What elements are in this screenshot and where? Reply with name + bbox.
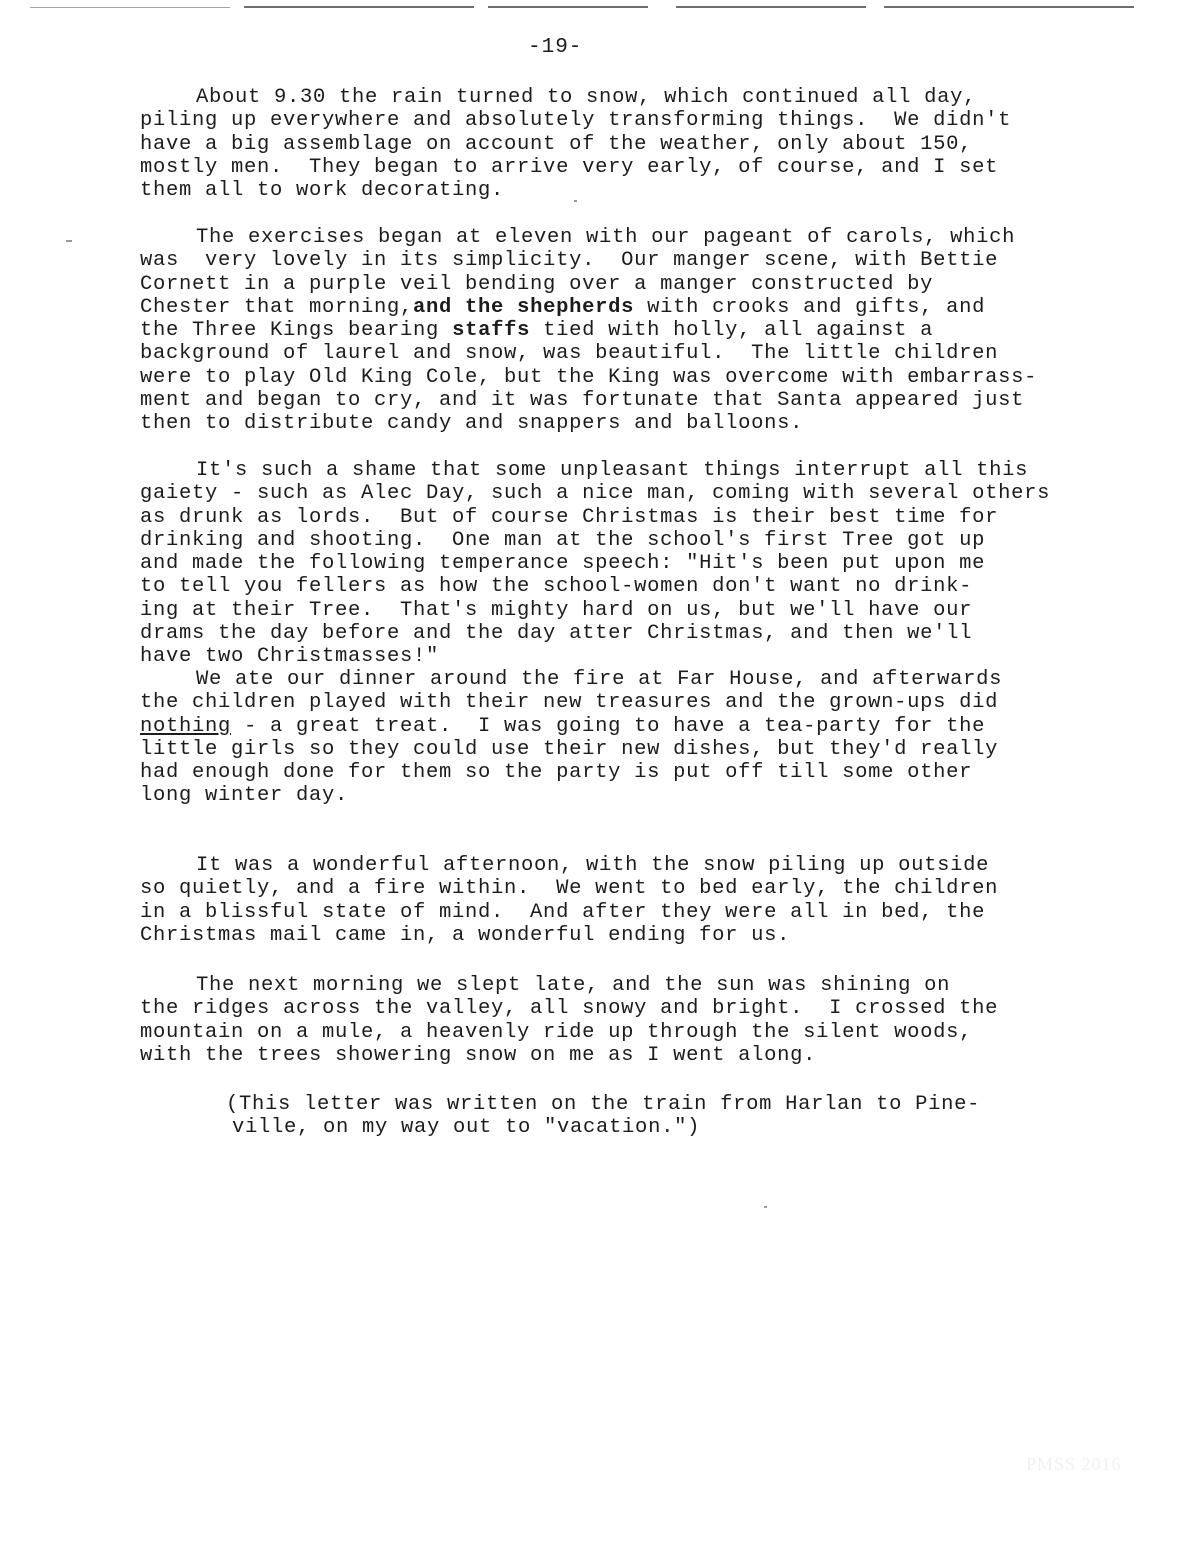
scan-speck [764, 1206, 767, 1208]
text-line: long winter day. [140, 784, 349, 808]
text-line: piling up everywhere and absolutely transforming things. We didn't [140, 109, 1012, 133]
text-line: It's such a shame that some unpleasant things interrupt all this [196, 459, 1029, 482]
text-line: then to distribute candy and snappers and balloons. [140, 412, 804, 436]
text-line: mountain on a mule, a heavenly ride up through the silent woods, [140, 1020, 973, 1044]
text-line: ville, on my way out to "vacation.") [232, 1116, 701, 1140]
text-line: had enough done for them so the party is put off till some other [140, 761, 973, 785]
text-line: The next morning we slept late, and the sun was shining on [196, 974, 951, 997]
text-line: Cornett in a purple veil bending over a manger constructed by [140, 272, 934, 296]
text-line: them all to work decorating. [140, 179, 505, 203]
closing-note [226, 1093, 1126, 1140]
text-line: little girls so they could use their new dishes, but they'd really [140, 737, 999, 761]
text-line: the ridges across the valley, all snowy and bright. I crossed the [140, 997, 999, 1021]
text-line: as drunk as lords. But of course Christmas is their best time for [140, 505, 999, 529]
paragraph-4 [140, 668, 1120, 808]
text-line: were to play Old King Cole, but the King was overcome with embarrass- [140, 365, 1038, 389]
text-segment: - a great treat. I was going to have a tea-party for the [231, 714, 986, 738]
text-segment: with crooks and gifts, and [634, 295, 986, 319]
underlined-word: nothing [140, 714, 232, 738]
scan-speck [574, 200, 577, 202]
page-number: -19- [528, 36, 583, 59]
text-line: the children played with their new treasures and the grown-ups did [140, 691, 999, 715]
text-line: to tell you fellers as how the school-women don't want no drink- [140, 575, 973, 599]
scan-edge-line [488, 6, 648, 8]
paragraph-6 [140, 974, 1120, 1067]
text-line: background of laurel and snow, was beautiful. The little children [140, 342, 999, 366]
text-line: gaiety - such as Alec Day, such a nice man, coming with several others [140, 482, 1051, 506]
text-line: have a big assemblage on account of the weather, only about 150, [140, 132, 973, 156]
scan-edge-line [676, 6, 866, 8]
text-line: so quietly, and a fire within. We went to bed early, the children [140, 877, 999, 901]
text-line: have two Christmasses!" [140, 645, 440, 669]
text-line: About 9.30 the rain turned to snow, which continued all day, [196, 86, 977, 109]
text-line: We ate our dinner around the fire at Far House, and afterwards [196, 668, 1003, 691]
text-line: with the trees showering snow on me as I went along. [140, 1043, 817, 1067]
text-segment: tied with holly, all against a [530, 319, 934, 343]
paragraph-5 [140, 854, 1120, 947]
scan-speck [66, 240, 72, 242]
scan-edge-line [30, 7, 230, 8]
archive-watermark: PMSS 2016 [1026, 1454, 1122, 1474]
text-line [140, 296, 1120, 319]
text-line: mostly men. They began to arrive very early, of course, and I set [140, 155, 999, 179]
text-line: The exercises began at eleven with our pageant of carols, which [196, 226, 1016, 249]
text-line: drams the day before and the day atter Christmas, and then we'll [140, 622, 973, 646]
paragraph-3 [140, 459, 1120, 669]
text-line [140, 319, 1120, 342]
bold-text-segment: and the shepherds [413, 295, 635, 319]
text-line [140, 715, 1120, 738]
bold-text-segment: staffs [452, 319, 531, 343]
text-line: was very lovely in its simplicity. Our manger scene, with Bettie [140, 249, 999, 273]
paragraph-1 [140, 86, 1120, 202]
text-line: (This letter was written on the train from Harlan to Pine- [226, 1093, 981, 1116]
scan-edge-line [244, 6, 474, 8]
text-segment: the Three Kings bearing [140, 319, 453, 343]
text-line: in a blissful state of mind. And after they were all in bed, the [140, 900, 986, 924]
text-line: drinking and shooting. One man at the school's first Tree got up [140, 528, 986, 552]
text-line: It was a wonderful afternoon, with the snow piling up outside [196, 854, 990, 877]
text-line: ing at their Tree. That's mighty hard on us, but we'll have our [140, 598, 973, 622]
text-segment: Chester that morning, [140, 295, 414, 319]
text-line: ment and began to cry, and it was fortunate that Santa appeared just [140, 389, 1025, 413]
paragraph-2 [140, 226, 1120, 436]
scan-edge-line [884, 6, 1134, 8]
text-line: Christmas mail came in, a wonderful ending for us. [140, 923, 791, 947]
text-line: and made the following temperance speech: "Hit's been put upon me [140, 552, 986, 576]
